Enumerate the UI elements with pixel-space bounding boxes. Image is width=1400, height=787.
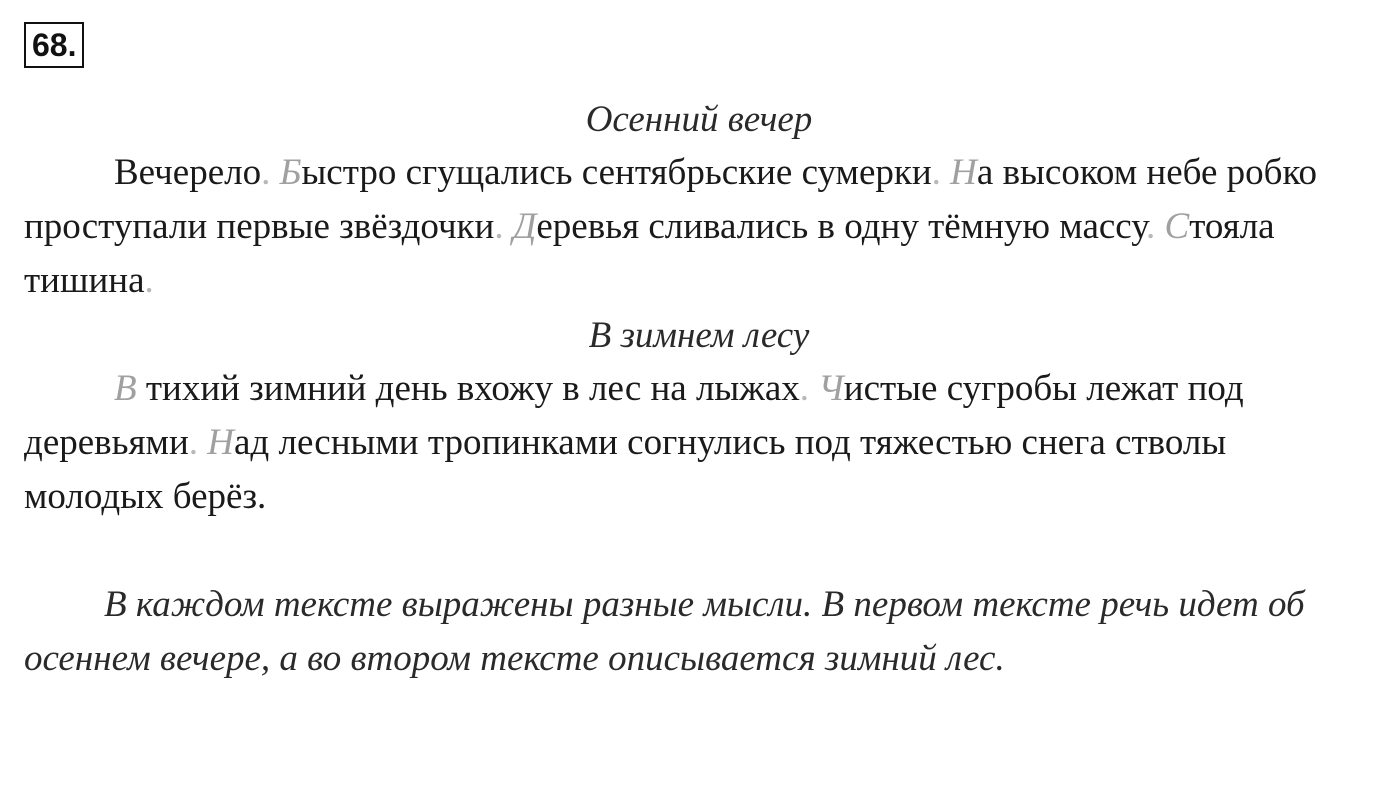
missing-punctuation: .	[144, 260, 154, 301]
missing-punctuation: .	[188, 422, 198, 463]
sentence-5: тояла тишина	[24, 206, 1275, 301]
missing-punctuation: .	[799, 368, 810, 409]
sentence-2: ыстро сгущались сентябрьские сумерки	[301, 152, 932, 193]
sentence-1: тихий зимний день вхожу в лес на лыжах	[136, 368, 800, 409]
sentence-4: еревья сливались в одну тёмную массу	[536, 206, 1147, 247]
missing-capital-letter: Н	[950, 152, 977, 193]
missing-punctuation: .	[931, 152, 941, 193]
missing-capital-letter: С	[1164, 206, 1190, 247]
sentence-3: а высоком небе робко проступали первые звёздочки	[24, 152, 1318, 247]
text-title-autumn: Осенний вечер	[585, 99, 813, 140]
paragraph-winter	[24, 362, 1374, 524]
missing-punctuation: .	[494, 206, 504, 247]
paragraph-autumn	[24, 146, 1374, 308]
missing-punctuation: .	[261, 152, 271, 193]
text-autumn-evening	[24, 94, 1374, 308]
sentence-2: истые сугробы лежат под деревьями	[24, 368, 1244, 463]
sentence-3: ад лесными тропинками согнулись под тяжестью снега стволы молодых берёз.	[24, 422, 1227, 517]
missing-capital-letter: В	[114, 368, 137, 409]
missing-capital-letter: Б	[279, 152, 302, 193]
missing-capital-letter: Н	[207, 422, 234, 463]
missing-capital-letter: Д	[512, 206, 537, 247]
sentence-1: Вечерело	[114, 152, 262, 193]
exercise-number: 68.	[24, 22, 84, 68]
missing-punctuation: .	[1146, 206, 1156, 247]
text-winter-forest	[24, 310, 1374, 524]
conclusion-text: В каждом тексте выражены разные мысли. В первом тексте речь идет об осеннем вечере, а во втором тексте описывается зимний лес.	[24, 584, 1305, 679]
missing-capital-letter: Ч	[818, 368, 844, 409]
text-title-winter: В зимнем лесу	[588, 315, 810, 356]
